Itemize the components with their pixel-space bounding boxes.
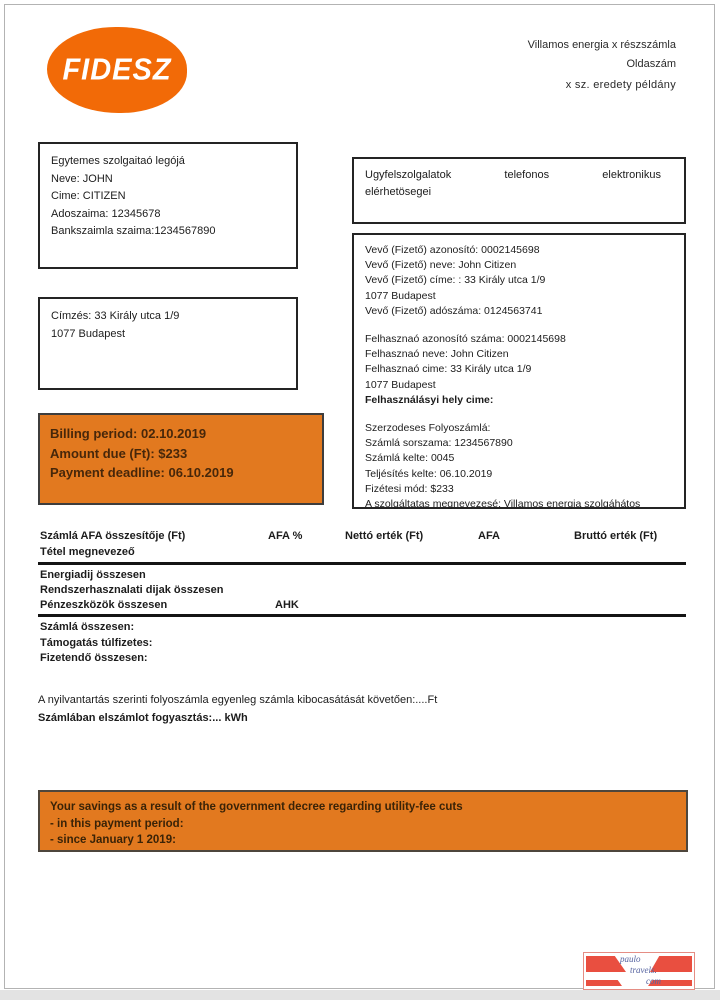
provider-name: Neve: JOHN: [51, 172, 113, 185]
savings-box: [38, 790, 688, 852]
address-line-1: Címzés: 33 Király utca 1/9: [51, 310, 180, 322]
usage-place-label: Felhasználásyi hely cime:: [365, 393, 494, 406]
row-system-usage-total: Rendszerhasznalati dijak összesen: [40, 584, 224, 596]
contract-account-label: Szerzodeses Folyoszámlá:: [365, 422, 491, 435]
address-box: [38, 297, 298, 390]
watermark-word-3: com: [646, 976, 661, 986]
consumption-note: Számlában elszámlot fogyasztás:... kWh: [38, 711, 248, 724]
fulfillment-date: Teljésítés kelte: 06.10.2019: [365, 467, 493, 480]
account-balance-note: A nyilvantartás szerinti folyoszámla egyenleg számla kibocasátását követően:....Ft: [38, 694, 438, 706]
fidesz-logo-text: FIDESZ: [62, 52, 172, 87]
fidesz-logo: [47, 27, 187, 113]
col-header-vat: AFA: [478, 530, 500, 542]
total-invoice: Számlá összesen:: [40, 621, 135, 633]
service-name: A szolgáltatas megnevezesé: Villamos energia szolgáhátos: [365, 498, 641, 511]
col-header-net: Nettó erték (Ft): [345, 530, 424, 542]
savings-title: Your savings as a result of the government decree regarding utility-fee cuts: [50, 801, 463, 813]
buyer-group: [365, 243, 673, 319]
customer-box: [352, 233, 686, 509]
col-header-summary: Számlá AFA összesítője (Ft): [40, 530, 186, 542]
provider-tax-number: Adoszaima: 12345678: [51, 207, 161, 220]
watermark-text: [584, 954, 694, 987]
total-payable: Fizetendő összesen:: [40, 652, 148, 664]
charges-table: [38, 528, 686, 668]
payment-deadline: Payment deadline: 06.10.2019: [50, 465, 234, 480]
buyer-tax-number: Vevő (Fizető) adószáma: 0124563741: [365, 304, 543, 317]
payment-method: Fizétesi mód: $233: [365, 482, 454, 495]
address-line-2: 1077 Budapest: [51, 327, 126, 340]
amount-due: Amount due (Ft): $233: [50, 445, 188, 461]
contact-word-2: telefonos: [504, 169, 550, 181]
col-header-gross: Bruttó erték (Ft): [574, 530, 658, 542]
contact-word-3: elektronikus: [602, 169, 661, 181]
page-bottom-strip: [0, 990, 720, 1000]
provider-bank-account: Bankszaimla szaima:1234567890: [51, 225, 216, 237]
col-header-item-name: Tétel megnevezeő: [40, 546, 135, 558]
provider-address: Cime: CITIZEN: [51, 190, 126, 202]
invoice-serial: Számlá sorszama: 1234567890: [365, 437, 513, 450]
total-support-overpayment: Támogatás túlfizetes:: [40, 637, 153, 649]
user-city: 1077 Budapest: [365, 378, 436, 391]
contact-line-1: [365, 167, 661, 184]
provider-logo-label: Egytemes szolgaitaó legójá: [51, 155, 185, 167]
copy-line: x sz. eredety példány: [565, 79, 676, 91]
provider-box: [38, 142, 298, 269]
row-energy-total: Energiadij összesen: [40, 569, 146, 581]
account-group: [365, 421, 673, 512]
notes: [38, 692, 437, 727]
doc-type-line: Villamos energia x részszámla: [527, 39, 676, 51]
contact-box: [352, 157, 686, 224]
savings-period: - in this payment period:: [50, 817, 184, 830]
savings-since: - since January 1 2019:: [50, 834, 176, 846]
billing-period: Billing period: 02.10.2019: [50, 426, 207, 441]
col-header-vat-percent: AFA %: [268, 530, 303, 542]
buyer-name: Vevő (Fizető) neve: John Citizen: [365, 259, 517, 272]
document-meta: [528, 36, 676, 95]
watermark-word-1: paulo: [620, 954, 641, 964]
user-id: Felhasznaó azonosító száma: 0002145698: [365, 333, 566, 346]
user-address: Felhasznaó cime: 33 Király utca 1/9: [365, 363, 532, 376]
row-financial-assets-vat-value: AHK: [275, 599, 299, 611]
watermark-word-2: travels.: [630, 965, 657, 975]
contact-word-1: Ugyfelszolgalatok: [365, 169, 452, 181]
contact-line-2: elérhetösegei: [365, 186, 432, 198]
watermark-logo: [583, 952, 695, 990]
user-name: Felhasznaó neve: John Citizen: [365, 348, 509, 361]
buyer-city: 1077 Budapest: [365, 289, 436, 302]
user-group: [365, 332, 673, 408]
row-financial-assets-total: Pénzeszközök összesen: [40, 599, 168, 611]
table-rule-bottom: [38, 614, 686, 617]
invoice-date: Számlá kelte: 0045: [365, 452, 455, 465]
buyer-address: Vevő (Fizető) címe: : 33 Király utca 1/9: [365, 274, 546, 287]
page-number-line: Oldaszám: [626, 58, 676, 70]
table-rule-top: [38, 562, 686, 565]
buyer-id: Vevő (Fizető) azonosító: 0002145698: [365, 244, 540, 256]
billing-summary-box: [38, 413, 324, 505]
